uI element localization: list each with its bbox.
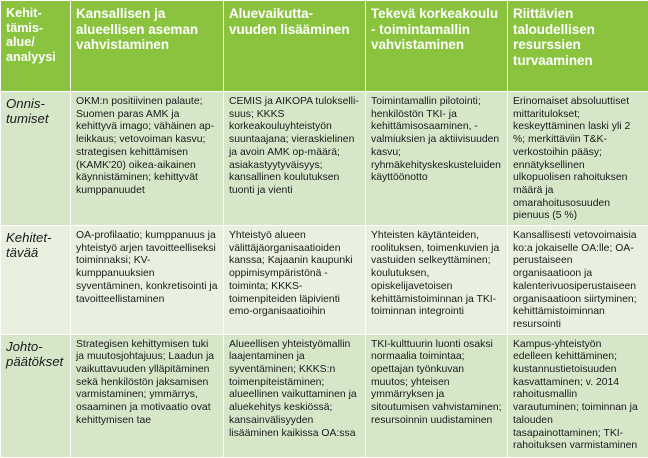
table-row-successes [1, 92, 648, 226]
header-operating-model: Tekevä korkeakoulu - toimintamallin vahvistaminen [366, 1, 508, 92]
row-label-to-develop: Kehitet-tävää [1, 226, 71, 335]
header-row [1, 1, 648, 92]
cell-successes-financial: Erinomaiset absoluuttiset mittaritulokset; keskeyttäminen laski yli 2 %; merkittäviin T&K-verkostoihin pääsy; ennätyksellinen ulkopuolisen rahoituksen määrä ja omarahoitusosuuden pienuus (5 %) [508, 92, 648, 226]
row-label-conclusions: Johto-päätökset [1, 334, 71, 457]
cell-conclusions-financial: Kampus-yhteistyön edelleen kehittäminen; kustannustietoisuuden kasvattaminen; v. 2014 rahoitusmallin varautuminen; toiminnan ja talouden tasapainottaminen; TKI-rahoituksen varmistaminen [508, 334, 648, 457]
header-national-position: Kansallisen ja alueellisen aseman vahvistaminen [71, 1, 224, 92]
cell-conclusions-regional: Alueellisen yhteistyömallin laajentaminen ja syventäminen; KKKS:n toimenpiteistäminen; alueellinen vaikuttaminen ja aluekehitys keskiössä; kansainvälisyyden lisääminen kaikissa OA:ssa [224, 334, 366, 457]
cell-develop-regional: Yhteistyö alueen välittäjäorganisaatioiden kanssa; Kajaanin kaupunki oppimisympäristönä -toiminta; KKKS-toimenpiteiden läpivienti emo-organisaatioihin [224, 226, 366, 335]
cell-successes-regional: CEMIS ja AIKOPA tulokselli-suus; KKKS korkeakouluyhteistyön suuntaajana; vieraskielinen ja avoin AMK op-määrä; asiakastyytyväisyys; kansallinen koulutuksen tuonti ja vienti [224, 92, 366, 226]
header-financial-resources: Riittävien taloudellisen resurssien turvaaminen [508, 1, 648, 92]
cell-develop-financial: Kansallisesti vetovoimaisia ko:a jokaiselle OA:lle; OA-perustaiseen organisaatioon ja kalenterivuosiperustaiseen organisaatioon siirtyminen; kehittämistoiminnan resursointi [508, 226, 648, 335]
cell-conclusions-operating: TKI-kulttuurin luonti osaksi normaalia toimintaa; opettajan työnkuvan muutos; yhteisen ymmärryksen ja sitoutumisen vahvistaminen; resursoinnin uudistaminen [366, 334, 508, 457]
table-row-conclusions [1, 334, 648, 457]
header-development-area: Kehit-tämis-alue/ analyysi [1, 1, 71, 92]
cell-develop-national: OA-profilaatio; kumppanuus ja yhteistyö arjen tavoitteelliseksi toiminnaksi; KV-kumppanuuksien syventäminen, konkretisointi ja tavoitteellistaminen [71, 226, 224, 335]
cell-develop-operating: Yhteisten käytänteiden, roolituksen, toimenkuvien ja vastuiden selkeyttäminen; koulutuksen, opiskelijavetoisen kehittämistoiminnan ja TKI-toiminnan integrointi [366, 226, 508, 335]
cell-successes-operating: Toimintamallin pilotointi; henkilöstön TKI- ja kehittämisosaaminen, -valmiuksien ja aktiivisuuden kasvu; ryhmäkehityskeskusteluiden käyttöönotto [366, 92, 508, 226]
header-regional-impact: Aluevaikutta-vuuden lisääminen [224, 1, 366, 92]
cell-conclusions-national: Strategisen kehittymisen tuki ja muutosjohtajuus; Laadun ja vaikuttavuuden ylläpitäminen sekä henkilöstön jaksamisen varmistaminen; ymmärrys, osaaminen ja motivaatio ovat kehittymisen tae [71, 334, 224, 457]
table-row-to-develop [1, 226, 648, 335]
cell-successes-national: OKM:n positiivinen palaute; Suomen paras AMK ja kehittyvä imago; vähäinen ap-leikkaus; vetovoiman kasvu; strategisen kehittämisen (KAMK'20) oikea-aikainen käynnistäminen; kehittyvät kumppanuudet [71, 92, 224, 226]
row-label-successes: Onnis-tumiset [1, 92, 71, 226]
